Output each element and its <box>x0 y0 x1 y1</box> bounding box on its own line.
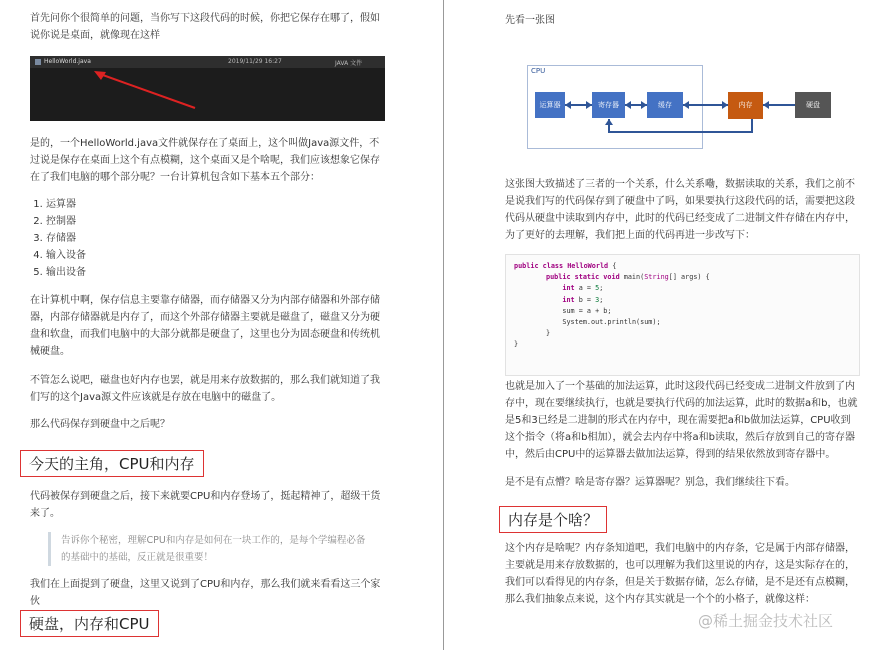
paragraph-addition: 也就是加入了一个基础的加法运算，此时这段代码已经变成二进制文件放到了内存中，现在要继续执行，也就是要执行代码的加法运算，此时的数据a和b，也就是5和3已经是二进制的形式在内存中，现在需要把a和b做加法运算，CPU收到这个指令（将a和b相加），就会去内存中将a和b读取，然后存放到自己的寄存器中，然后由CPU中的运算器去做加法运算，得到的结果依然放到寄存器中。 <box>505 381 858 460</box>
desktop-screenshot <box>30 56 385 121</box>
paragraph-diagram-explain: 这张图大致描述了三者的一个关系，什么关系嘞，数据读取的关系，我们之前不是说我们写的代码保存到了硬盘中了吗，如果要执行这段代码的话，需要把这段代码从硬盘中读取到内存中，此时的代码已经变成了二进制文件存储在内存中，为了更好的去理解，我们把上面的代码再进一步改写下： <box>505 179 855 241</box>
paragraph-see-image: 先看一张图 <box>505 15 555 26</box>
paragraph-confused: 是不是有点懵？啥是寄存器？运算器呢？别急，我们继续往下看。 <box>505 477 795 488</box>
code-line: } <box>546 329 551 338</box>
file-name: HelloWorld.java <box>44 58 91 65</box>
paragraph-storage: 在计算机中啊，保存信息主要靠存储器，而存储器又分为内部存储器和外部存储器，内部存储器就是内存了，而这个外部存储器主要就是磁盘了，磁盘又分为硬盘和软盘，而我们电脑中的大部分就都是硬盘了，这里也分为固态硬盘和传统机械硬盘。 <box>30 295 380 357</box>
paragraph-disk: 不管怎么说吧，磁盘也好内存也罢，就是用来存放数据的，那么我们就知道了我们写的这个Java源文件应该就是存放在电脑中的磁盘了。 <box>30 375 380 403</box>
list-item: 2. 控制器 <box>46 213 86 230</box>
code-line: } <box>514 340 519 349</box>
list-item: 1. 运算器 <box>46 196 86 213</box>
list-item: 5. 输出设备 <box>46 264 86 281</box>
file-date: 2019/11/29 16:27 <box>228 58 282 65</box>
watermark: @稀土掘金技术社区 <box>698 612 834 630</box>
paragraph-cpu-enter: 代码被保存到硬盘之后，接下来就要CPU和内存登场了，挺起精神了，超级干货来了。 <box>30 491 381 519</box>
code-line: public static void main(String[] args) { <box>546 273 710 282</box>
file-type: JAVA 文件 <box>335 60 363 67</box>
heading-what-is-memory: 内存是个啥？ <box>499 506 607 533</box>
paragraph-question: 那么代码保存到硬盘中之后呢？ <box>30 419 170 430</box>
code-line: System.out.println(sum); <box>562 318 661 327</box>
cache-box: 缓存 <box>647 92 683 118</box>
red-arrow-icon <box>30 56 385 121</box>
heading-cpu-memory: 今天的主角，CPU和内存 <box>20 450 204 477</box>
code-line: sum = a + b; <box>562 306 612 315</box>
register-box: 寄存器 <box>592 92 625 118</box>
paragraph-intro: 首先问你个很简单的问题，当你写下这段代码的时候，你把它保存在哪了，假如说你说是桌面，就像现在这样 <box>30 13 380 41</box>
code-line: int a = 5; <box>562 284 604 293</box>
memory-box: 内存 <box>728 92 763 119</box>
cpu-memory-diagram <box>527 62 862 152</box>
column-divider <box>443 0 444 650</box>
list-item: 3. 存储器 <box>46 230 86 247</box>
code-line: public class HelloWorld { <box>514 262 617 270</box>
list-item: 4. 输入设备 <box>46 247 86 264</box>
alu-box: 运算器 <box>535 92 565 118</box>
blockquote-secret: 告诉你个秘密，理解CPU和内存是如何在一块工作的，是每个学编程必备的基础中的基础，反正就是很重要！ <box>48 532 371 566</box>
code-line: int b = 3; <box>562 295 604 304</box>
paragraph-three: 我们在上面提到了硬盘，这里又说到了CPU和内存，那么我们就来看看这三个家伙 <box>30 579 381 607</box>
diagram-cpu-label: CPU <box>531 67 546 75</box>
paragraph-desktop: 是的，一个HelloWorld.java文件就保存在了桌面上，这个叫做Java源文件，不过说是保存在桌面上这个有点模糊，这个桌面又是个啥呢，我们应该想象它保存在了我们电脑的哪个部分呢？一台计算机包含如下基本五个部分： <box>30 138 380 183</box>
disk-box: 硬盘 <box>795 92 831 118</box>
code-block <box>505 254 860 376</box>
paragraph-memory-explain: 这个内存是啥呢？内存条知道吧，我们电脑中的内存条，它是属于内部存储器，主要就是用来存放数据的，也可以理解为我们这里说的内存，这是实际存在的，我们可以看得见的内存条，但是关于数据存储，怎么存储，是不是还有点模糊，那么我们抽象点来说，这个内存其实就是一个个的小格子，就像这样： <box>505 543 855 605</box>
computer-parts-list <box>30 196 86 281</box>
heading-disk-memory-cpu: 硬盘，内存和CPU <box>20 610 159 637</box>
